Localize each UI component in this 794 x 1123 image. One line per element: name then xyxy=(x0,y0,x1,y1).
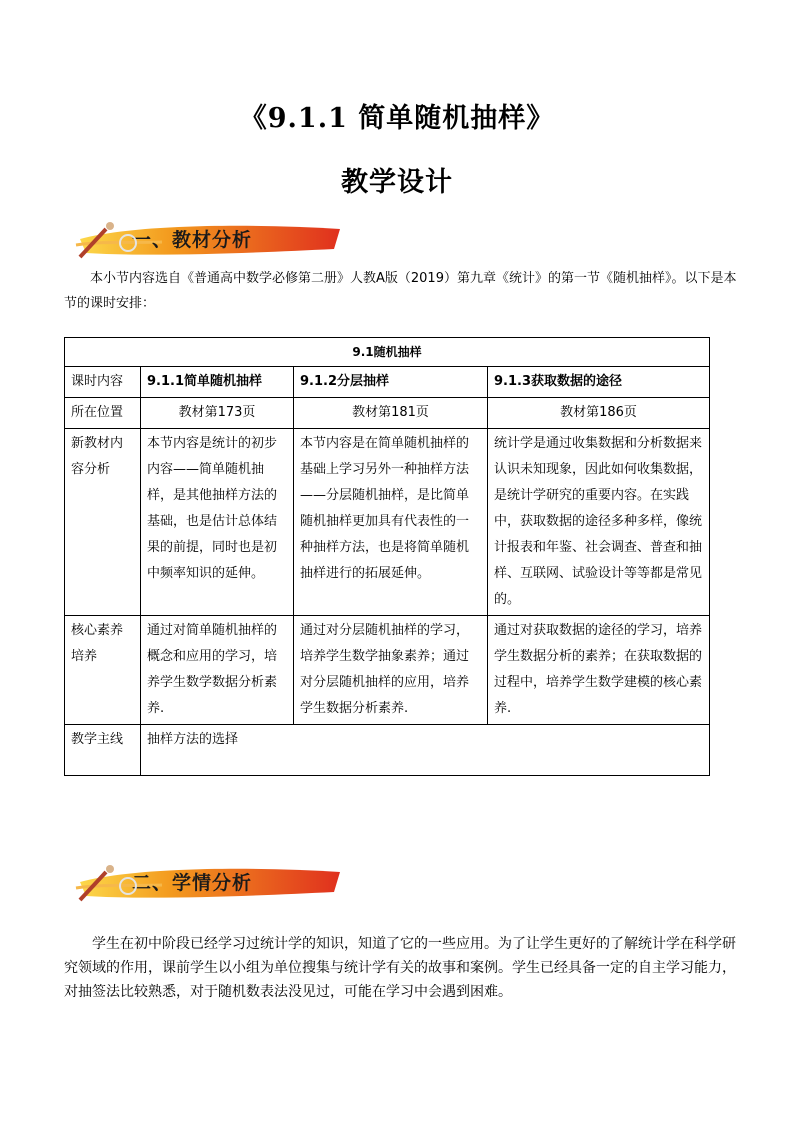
table-cell: 9.1.3获取数据的途径 xyxy=(488,367,710,398)
table-cell: 通过对获取数据的途径的学习，培养学生数据分析的素养；在获取数据的过程中，培养学生数学建模的核心素养. xyxy=(488,616,710,725)
section-heading-2: 二、学情分析 xyxy=(132,872,253,894)
section2-paragraph: 学生在初中阶段已经学习过统计学的知识，知道了它的一些应用。为了让学生更好的了解统计学在科学研究领域的作用，课前学生以小组为单位搜集与统计学有关的故事和案例。学生已经具备一定的自主学习能力，对抽签法比较熟悉，对于随机数表法没见过，可能在学习中会遇到困难。 xyxy=(64,936,736,1000)
table-cell: 新教材内容分析 xyxy=(65,429,141,616)
brush-pen-icon xyxy=(72,219,142,265)
table-row xyxy=(65,616,710,725)
table-cell: 所在位置 xyxy=(65,398,141,429)
section1-paragraph: 本小节内容选自《普通高中数学必修第二册》人教A版（2019）第九章《统计》的第一节《随机抽样》。以下是本节的课时安排： xyxy=(64,271,737,311)
table-cell: 9.1.1简单随机抽样 xyxy=(141,367,294,398)
table-cell: 教学主线 xyxy=(65,725,141,776)
section-heading-1: 一、教材分析 xyxy=(132,229,253,251)
table-cell: 教材第181页 xyxy=(294,398,488,429)
table-cell: 本节内容是统计的初步内容——简单随机抽样，是其他抽样方法的基础，也是估计总体结果的前提，同时也是初中频率知识的延伸。 xyxy=(141,429,294,616)
table-cell: 通过对简单随机抽样的概念和应用的学习，培养学生数学数据分析素养. xyxy=(141,616,294,725)
table-header: 9.1随机抽样 xyxy=(65,338,710,367)
table-cell: 核心素养培养 xyxy=(65,616,141,725)
table-row xyxy=(65,398,710,429)
table-row xyxy=(65,429,710,616)
table-cell: 9.1.2分层抽样 xyxy=(294,367,488,398)
table-cell: 通过对分层随机抽样的学习，培养学生数学抽象素养；通过对分层随机抽样的应用，培养学生数据分析素养. xyxy=(294,616,488,725)
lesson-plan-table xyxy=(64,337,710,776)
table-cell: 课时内容 xyxy=(65,367,141,398)
table-row xyxy=(65,367,710,398)
document-subtitle: 教学设计 xyxy=(341,167,453,198)
table-cell: 统计学是通过收集数据和分析数据来认识未知现象，因此如何收集数据，是统计学研究的重要内容。在实践中，获取数据的途径多种多样，像统计报表和年鉴、社会调查、普查和抽样、互联网、试验设计等等都是常见的。 xyxy=(488,429,710,616)
table-row xyxy=(65,725,710,776)
table-cell: 教材第173页 xyxy=(141,398,294,429)
table-cell: 抽样方法的选择 xyxy=(141,725,710,776)
section-banner-2 xyxy=(72,862,372,908)
section-banner-1 xyxy=(72,219,372,265)
document-title: 《9.1.1 简单随机抽样》 xyxy=(239,103,555,134)
brush-pen-icon xyxy=(72,862,142,908)
table-cell: 教材第186页 xyxy=(488,398,710,429)
table-cell: 本节内容是在简单随机抽样的基础上学习另外一种抽样方法——分层随机抽样，是比简单随机抽样更加具有代表性的一种抽样方法，也是将简单随机抽样进行的拓展延伸。 xyxy=(294,429,488,616)
